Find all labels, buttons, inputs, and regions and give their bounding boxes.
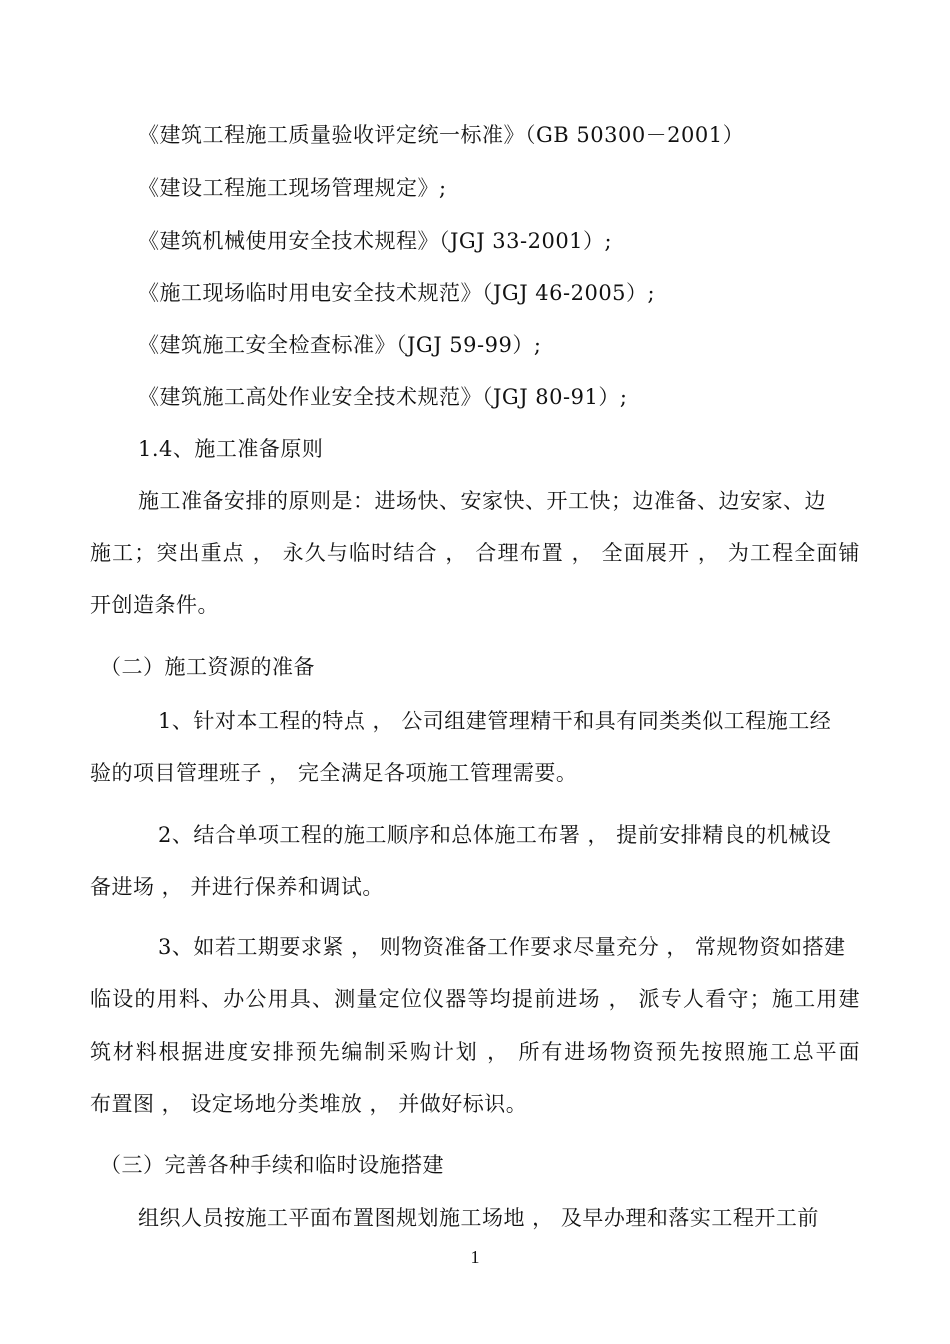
reference-line: 《建筑工程施工质量验收评定统一标准》（GB 50300－2001） [138, 123, 745, 147]
paragraph-line: 施工；突出重点 ， 永久与临时结合 ， 合理布置 ， 全面展开 ， 为工程全面铺 [90, 541, 860, 565]
section-heading-2: （二）施工资源的准备 [100, 655, 315, 679]
paragraph-line: 2、结合单项工程的施工顺序和总体施工布署 ， 提前安排精良的机械设 [158, 823, 832, 847]
paragraph-line: 3、如若工期要求紧 ， 则物资准备工作要求尽量充分 ， 常规物资如搭建 [158, 935, 846, 959]
paragraph-line: 施工准备安排的原则是：进场快、安家快、开工快；边准备、边安家、边 [138, 489, 826, 513]
paragraph-line: 开创造条件。 [90, 593, 219, 617]
paragraph-line: 组织人员按施工平面布置图规划施工场地 ， 及早办理和落实工程开工前 [138, 1206, 819, 1230]
reference-line: 《施工现场临时用电安全技术规范》（JGJ 46-2005）; [138, 281, 656, 305]
section-heading-3: （三）完善各种手续和临时设施搭建 [100, 1153, 444, 1177]
section-heading-1-4: 1.4、施工准备原则 [138, 437, 324, 461]
reference-line: 《建设工程施工现场管理规定》; [138, 176, 447, 200]
paragraph-line: 1、针对本工程的特点 ， 公司组建管理精干和具有同类类似工程施工经 [158, 709, 832, 733]
paragraph-line: 筑材料根据进度安排预先编制采购计划 ， 所有进场物资预先按照施工总平面 [90, 1040, 860, 1064]
reference-line: 《建筑机械使用安全技术规程》（JGJ 33-2001）; [138, 229, 613, 253]
paragraph-line: 布置图 ， 设定场地分类堆放 ， 并做好标识。 [90, 1092, 528, 1116]
paragraph-line: 临设的用料、办公用具、测量定位仪器等均提前进场 ， 派专人看守；施工用建 [90, 987, 860, 1011]
reference-line: 《建筑施工高处作业安全技术规范》（JGJ 80-91）; [138, 385, 628, 409]
page-number: 1 [470, 1247, 480, 1267]
reference-line: 《建筑施工安全检查标准》（JGJ 59-99）; [138, 333, 542, 357]
paragraph-line: 备进场 ， 并进行保养和调试。 [90, 875, 384, 899]
paragraph-line: 验的项目管理班子 ， 完全满足各项施工管理需要。 [90, 761, 578, 785]
